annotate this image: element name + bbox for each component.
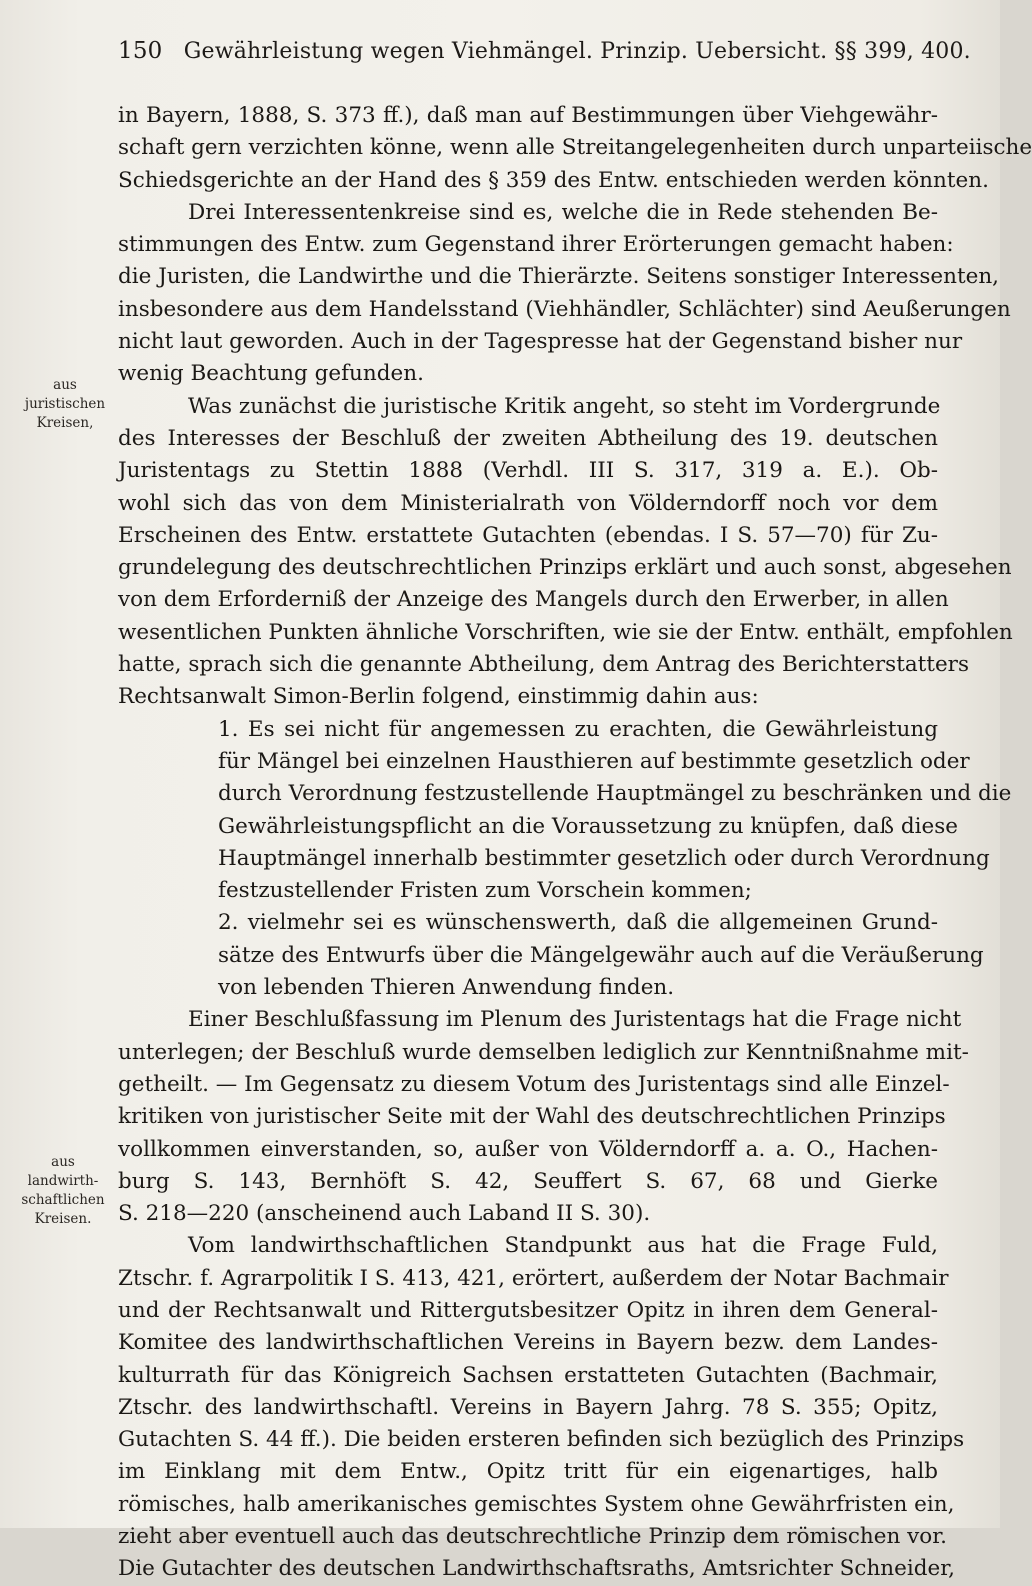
header-title: Gewährleistung wegen Viehmängel. Prinzip. Uebersicht. §§ 399, 400. [183, 39, 971, 64]
margin-note-landwirtschaftliche-kreise [18, 1153, 108, 1229]
margin-note-line: Kreisen. [34, 1211, 92, 1227]
text-line: grundelegung des deutschrechtlichen Prinzips erklärt und auch sonst, abgesehen [118, 555, 1012, 581]
text-line: und der Rechtsanwalt und Rittergutsbesitzer Opitz in ihren dem General- [118, 1297, 938, 1323]
text-line: Drei Interessentenkreise sind es, welche die in Rede stehenden Be- [188, 199, 938, 225]
text-line: schaft gern verzichten könne, wenn alle Streitangelegenheiten durch unparteiische [118, 135, 1032, 161]
margin-note-line: Kreisen, [36, 415, 94, 431]
text-line: Ztschr. f. Agrarpolitik I S. 413, 421, erörtert, außerdem der Notar Bachmair [118, 1265, 949, 1291]
text-line: Gewährleistungspflicht an die Voraussetzung zu knüpfen, daß diese [218, 813, 958, 839]
text-line: hatte, sprach sich die genannte Abtheilung, dem Antrag des Berichterstatters [118, 652, 969, 678]
text-line: festzustellender Fristen zum Vorschein kommen; [218, 878, 752, 904]
margin-note-line: juristischen [24, 396, 106, 412]
text-line: Die Gutachter des deutschen Landwirthschaftsraths, Amtsrichter Schneider, [118, 1556, 955, 1582]
text-line: Was zunächst die juristische Kritik angeht, so steht im Vordergrunde [188, 393, 941, 419]
text-line: getheilt. — Im Gegensatz zu diesem Votum des Juristentags sind alle Einzel- [118, 1071, 950, 1097]
text-line: Hauptmängel innerhalb bestimmter gesetzlich oder durch Verordnung [218, 845, 990, 871]
text-line: des Interesses der Beschluß der zweiten Abtheilung des 19. deutschen [118, 425, 938, 451]
text-line: unterlegen; der Beschluß wurde demselben lediglich zur Kenntnißnahme mit- [118, 1039, 969, 1065]
text-line: Rechtsanwalt Simon-Berlin folgend, einstimmig dahin aus: [118, 684, 759, 710]
text-line: Schiedsgerichte an der Hand des § 359 des Entw. entschieden werden könnten. [118, 167, 989, 193]
margin-note-line: aus [53, 377, 77, 393]
margin-note-line: landwirth- [27, 1173, 99, 1189]
text-line: für Mängel bei einzelnen Hausthieren auf bestimmte gesetzlich oder [218, 748, 970, 774]
text-line: nicht laut geworden. Auch in der Tagespresse hat der Gegenstand bisher nur [118, 329, 963, 355]
text-line: Erscheinen des Entw. erstattete Gutachten (ebendas. I S. 57—70) für Zu- [118, 522, 938, 548]
text-line: römisches, halb amerikanisches gemischtes System ohne Gewährfristen ein, [118, 1491, 955, 1517]
margin-note-line: schaftlichen [21, 1192, 105, 1208]
text-line: S. 218—220 (anscheinend auch Laband II S. 30). [118, 1201, 651, 1227]
text-line: Komitee des landwirthschaftlichen Vereins in Bayern bezw. dem Landes- [118, 1330, 938, 1356]
text-line: in Bayern, 1888, S. 373 ff.), daß man auf Bestimmungen über Viehgewähr- [118, 103, 938, 128]
text-line: 2. vielmehr sei es wünschenswerth, daß die allgemeinen Grund- [218, 910, 938, 936]
text-line: im Einklang mit dem Entw., Opitz tritt für ein eigenartiges, halb [118, 1459, 938, 1485]
text-line: wohl sich das von dem Ministerialrath von Völderndorff noch vor dem [118, 490, 938, 516]
text-line: 1. Es sei nicht für angemessen zu erachten, die Gewährleistung [218, 716, 938, 742]
text-line: von lebenden Thieren Anwendung finden. [218, 975, 675, 1001]
text-line: Ztschr. des landwirthschaftl. Vereins in Bayern Jahrg. 78 S. 355; Opitz, [118, 1394, 938, 1420]
text-line: wesentlichen Punkten ähnliche Vorschriften, wie sie der Entw. enthält, empfohlen [118, 619, 1013, 645]
text-line: Einer Beschlußfassung im Plenum des Juristentags hat die Frage nicht [188, 1007, 962, 1033]
text-line: von dem Erforderniß der Anzeige des Mangels durch den Erwerber, in allen [118, 587, 949, 613]
text-line: stimmungen des Entw. zum Gegenstand ihrer Erörterungen gemacht haben: [118, 232, 954, 258]
text-line: kritiken von juristischer Seite mit der Wahl des deutschrechtlichen Prinzips [118, 1104, 946, 1130]
text-line: kulturrath für das Königreich Sachsen erstatteten Gutachten (Bachmair, [118, 1362, 938, 1388]
text-line: Juristentags zu Stettin 1888 (Verhdl. III S. 317, 319 a. E.). Ob- [118, 458, 938, 484]
text-line: Gutachten S. 44 ff.). Die beiden ersteren befinden sich bezüglich des Prinzips [118, 1427, 965, 1453]
body-text [118, 100, 1032, 1586]
margin-note-juristische-kreise [20, 376, 110, 433]
margin-note-line: aus [51, 1154, 75, 1170]
text-line: wenig Beachtung gefunden. [118, 361, 424, 387]
text-line: Vom landwirthschaftlichen Standpunkt aus hat die Frage Fuld, [188, 1233, 938, 1259]
text-line: zieht aber eventuell auch das deutschrechtliche Prinzip dem römischen vor. [118, 1524, 947, 1550]
text-line: insbesondere aus dem Handelsstand (Viehhändler, Schlächter) sind Aeußerungen [118, 296, 1011, 322]
text-line: durch Verordnung festzustellende Hauptmängel zu beschränken und die [218, 781, 1012, 807]
page-number: 150 [118, 38, 163, 64]
text-line: sätze des Entwurfs über die Mängelgewähr auch auf die Veräußerung [218, 942, 984, 968]
text-line: burg S. 143, Bernhöft S. 42, Seuffert S. 67, 68 und Gierke [118, 1168, 938, 1194]
text-line: die Juristen, die Landwirthe und die Thierärzte. Seitens sonstiger Interessenten, [118, 264, 1000, 290]
running-header [118, 38, 971, 64]
text-line: vollkommen einverstanden, so, außer von Völderndorff a. a. O., Hachen- [118, 1136, 938, 1162]
